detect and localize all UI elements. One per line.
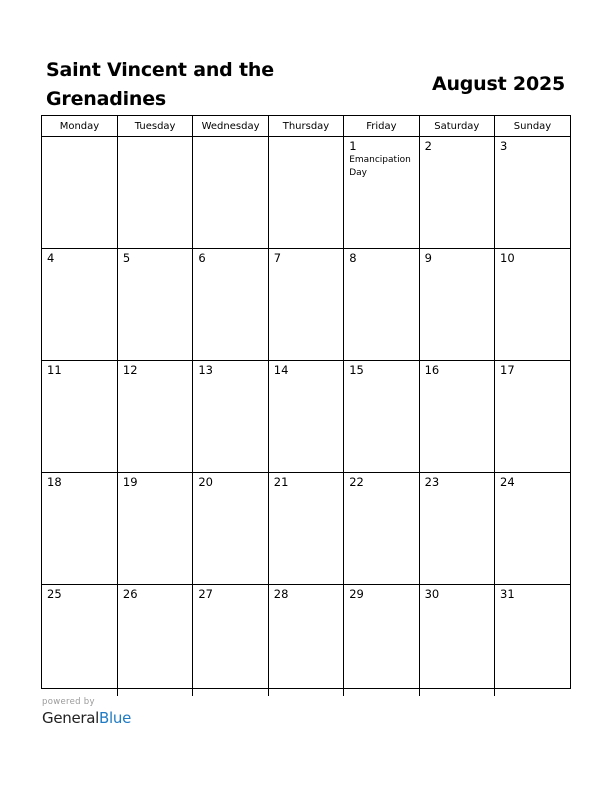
day-number: 11 (47, 363, 62, 377)
day-cell (268, 585, 343, 697)
day-cell (419, 585, 494, 697)
day-number: 4 (47, 251, 55, 265)
day-number: 16 (424, 363, 440, 377)
day-cell (344, 249, 419, 361)
day-number: 30 (424, 587, 440, 601)
weekday-header: Thursday (268, 116, 343, 137)
day-cell (268, 473, 343, 585)
week-row (42, 585, 570, 697)
country-title: Saint Vincent and the Grenadines (46, 59, 274, 110)
day-number: 27 (198, 587, 213, 601)
day-number: 17 (500, 363, 515, 377)
day-cell (193, 249, 268, 361)
powered-by-text: powered by (42, 697, 95, 707)
weekday-header: Saturday (419, 116, 494, 137)
day-cell (344, 585, 419, 697)
day-cell (193, 473, 268, 585)
day-number: 5 (122, 251, 131, 265)
holiday-label: Emancipation Day (349, 155, 411, 178)
day-cell (495, 473, 570, 585)
day-cell (495, 585, 570, 697)
day-cell (419, 137, 494, 249)
weekday-header: Friday (344, 116, 419, 137)
footer-branding (42, 697, 131, 728)
day-cell (344, 361, 419, 473)
day-cell (42, 585, 117, 697)
day-cell (42, 361, 117, 473)
weekday-header-row (42, 116, 570, 137)
day-cell (42, 473, 117, 585)
weekday-header: Monday (42, 116, 117, 137)
week-row (42, 473, 570, 585)
day-number: 21 (273, 475, 289, 489)
day-cell (495, 137, 570, 249)
day-number: 29 (349, 587, 364, 601)
day-number: 26 (122, 587, 138, 601)
day-cell (419, 473, 494, 585)
weekday-header: Tuesday (117, 116, 192, 137)
day-cell (193, 361, 268, 473)
day-cell (117, 361, 192, 473)
day-cell (117, 473, 192, 585)
day-number: 2 (424, 139, 432, 153)
day-number: 9 (424, 251, 432, 265)
weekday-header: Sunday (495, 116, 570, 137)
day-number: 6 (198, 251, 206, 265)
day-number: 15 (349, 363, 364, 377)
day-cell (42, 137, 117, 249)
day-number: 25 (47, 587, 62, 601)
day-number: 31 (500, 587, 515, 601)
day-cell (193, 137, 268, 249)
day-cell (344, 473, 419, 585)
day-number: 23 (424, 475, 440, 489)
day-cell (419, 361, 494, 473)
day-cell (268, 249, 343, 361)
day-cell (495, 361, 570, 473)
logo-blue-text: Blue (99, 709, 132, 727)
day-cell (42, 249, 117, 361)
generalblue-logo[interactable] (42, 708, 131, 728)
day-number: 8 (349, 251, 357, 265)
day-cell (193, 585, 268, 697)
day-cell (117, 137, 192, 249)
day-cell (495, 249, 570, 361)
day-number: 28 (273, 587, 289, 601)
day-number: 24 (500, 475, 515, 489)
week-row (42, 137, 570, 249)
day-number: 7 (273, 251, 282, 265)
weekday-header: Wednesday (193, 116, 268, 137)
day-cell (268, 361, 343, 473)
day-number: 12 (122, 363, 138, 377)
day-cell (117, 249, 192, 361)
day-cell (268, 137, 343, 249)
day-cell (344, 137, 419, 249)
calendar-grid (41, 115, 571, 689)
day-number: 20 (198, 475, 213, 489)
week-row (42, 361, 570, 473)
day-number: 19 (122, 475, 138, 489)
day-number: 18 (47, 475, 62, 489)
day-number: 22 (349, 475, 364, 489)
day-cell (419, 249, 494, 361)
day-number: 13 (198, 363, 213, 377)
week-row (42, 249, 570, 361)
day-cell (117, 585, 192, 697)
month-year-title: August 2025 (431, 73, 565, 95)
day-number: 3 (500, 139, 508, 153)
day-number: 1 (349, 139, 357, 153)
logo-general-text: General (42, 709, 100, 727)
day-number: 10 (500, 251, 515, 265)
day-number: 14 (273, 363, 289, 377)
